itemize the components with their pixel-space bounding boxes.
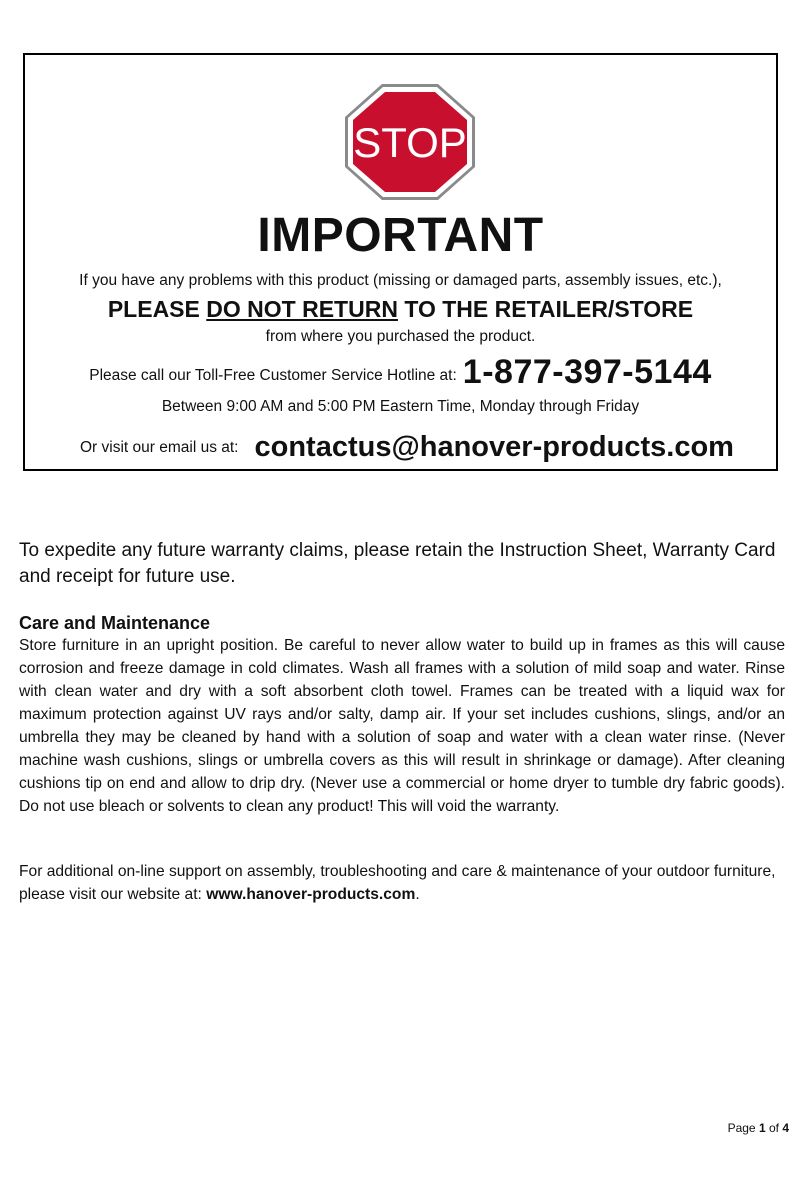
please-text: PLEASE [107,296,207,322]
hotline-label: Please call our Toll-Free Customer Service Hotline at: [89,367,457,384]
important-heading: IMPORTANT [257,209,544,262]
do-not-return-line [23,294,778,324]
email-address: contactus@hanover-products.com [254,430,734,463]
of-label: of [765,1121,783,1135]
page-number [728,1121,789,1135]
care-paragraph: Store furniture in an upright position. Be careful to never allow water to build up in frames as this will cause corrosion and freeze damage in cold climates. Wash all frames with a solution of mild soap and water. Rinse with clean water and dry with a soft absorbent cloth towel. Frames can be treated with a liquid wax for maximum protection against UV rays and/or salty, damp air. If your set includes cushions, slings, and/or an umbrella they may be cleaned by hand with a solution of soap and water with a clean water rinse. (Never machine wash cushions, slings or umbrella covers as this will result in shrinkage or damage). After cleaning cushions tip on end and allow to drip dry. (Never use a commercial or home dryer to tumble dry fabric goods). Do not use bleach or solvents to clean any product! This will void the warranty. [19,637,785,815]
purchased-text: from where you purchased the product. [265,328,536,345]
hours-text: Between 9:00 AM and 5:00 PM Eastern Time, Monday through Friday [161,398,640,415]
problems-text: If you have any problems with this product (missing or damaged parts, assembly issues, etc.), [79,272,722,289]
email-label: Or visit our email us at: [80,439,239,456]
website-link: www.hanover-products.com [206,886,416,903]
hotline-number: 1-877-397-5144 [462,352,712,391]
care-heading: Care and Maintenance [19,613,211,633]
page-label: Page [727,1121,759,1135]
retain-paragraph: To expedite any future warranty claims, please retain the Instruction Sheet, Warranty Card and receipt for future use. [19,540,776,587]
hotline-line [23,350,778,394]
retailer-text: TO THE RETAILER/STORE [397,296,694,322]
stop-sign-icon [343,82,477,202]
current-page: 1 [758,1121,766,1135]
do-not-return-text: DO NOT RETURN [206,296,398,322]
support-text: For additional on-line support on assembly, troubleshooting and care & maintenance of your outdoor furniture, please visit our website at: [19,863,776,903]
total-pages: 4 [782,1121,789,1135]
stop-sign-text: STOP [353,119,467,166]
support-paragraph [19,860,785,906]
email-line [80,426,734,468]
support-end: . [415,886,420,903]
